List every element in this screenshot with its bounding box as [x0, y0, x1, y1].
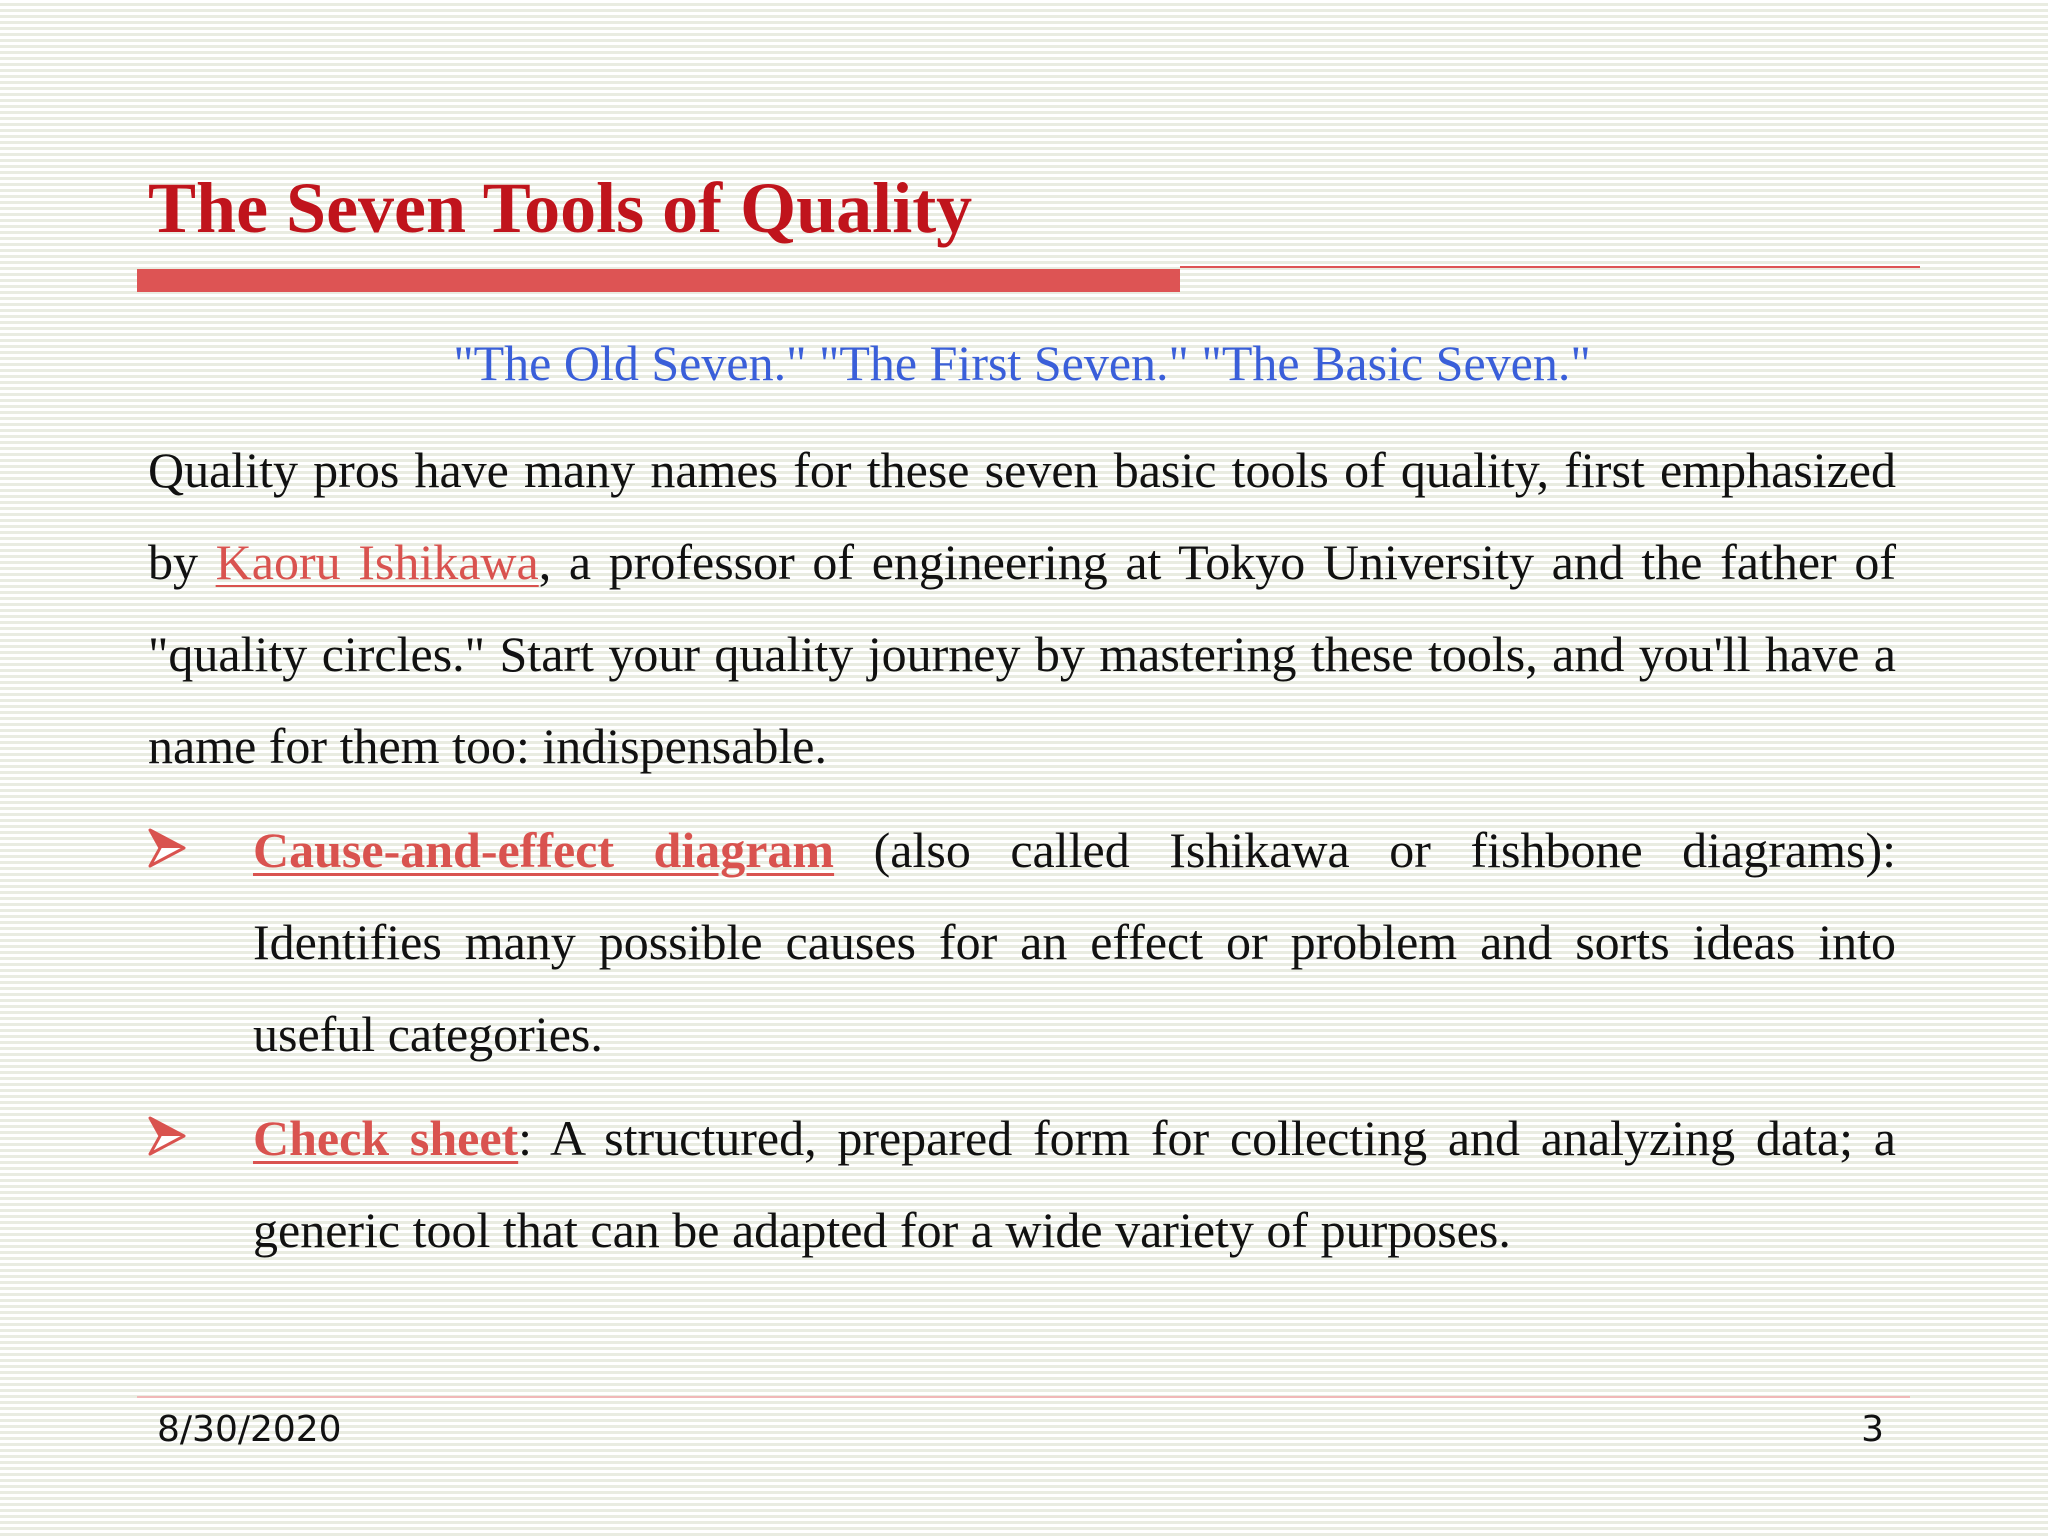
- slide-title: The Seven Tools of Quality: [148, 168, 973, 248]
- title-underline-thin-rule: [1180, 266, 1920, 268]
- slide-subtitle: "The Old Seven." "The First Seven." "The Basic Seven.": [453, 335, 1591, 391]
- bullet-text: [253, 804, 1896, 1080]
- intro-text-before-link: Quality pros have many names for these seven basic tools of quality, first emphasized by: [148, 442, 1896, 590]
- slide-number: 3: [1861, 1409, 1884, 1450]
- bullet-description: (also called Ishikawa or fishbone diagrams): Identifies many possible causes for an effect or problem and sorts ideas into useful categories.: [253, 822, 1896, 1062]
- arrowhead-bullet-icon: [148, 1116, 186, 1156]
- kaoru-ishikawa-link[interactable]: Kaoru Ishikawa: [215, 534, 539, 590]
- intro-text-after-link: , a professor of engineering at Tokyo University and the father of "quality circles." Start your quality journey by mastering these tools, and you'll have a name for them too: indispensable.: [148, 534, 1897, 774]
- footer-divider: [137, 1396, 1910, 1398]
- title-underline-bar: [137, 269, 1180, 292]
- arrowhead-bullet-icon: [148, 828, 186, 868]
- cause-and-effect-diagram-link[interactable]: Cause-and-effect diagram: [253, 822, 835, 878]
- bullet-check-sheet: [148, 1092, 1896, 1276]
- check-sheet-link[interactable]: Check sheet: [253, 1110, 519, 1166]
- intro-paragraph: [148, 424, 1896, 792]
- bullet-cause-and-effect: [148, 804, 1896, 1080]
- bullet-text: [253, 1092, 1896, 1276]
- footer-date: 8/30/2020: [157, 1409, 342, 1450]
- bullet-description: : A structured, prepared form for collecting and analyzing data; a generic tool that can be adapted for a wide variety of purposes.: [253, 1110, 1896, 1258]
